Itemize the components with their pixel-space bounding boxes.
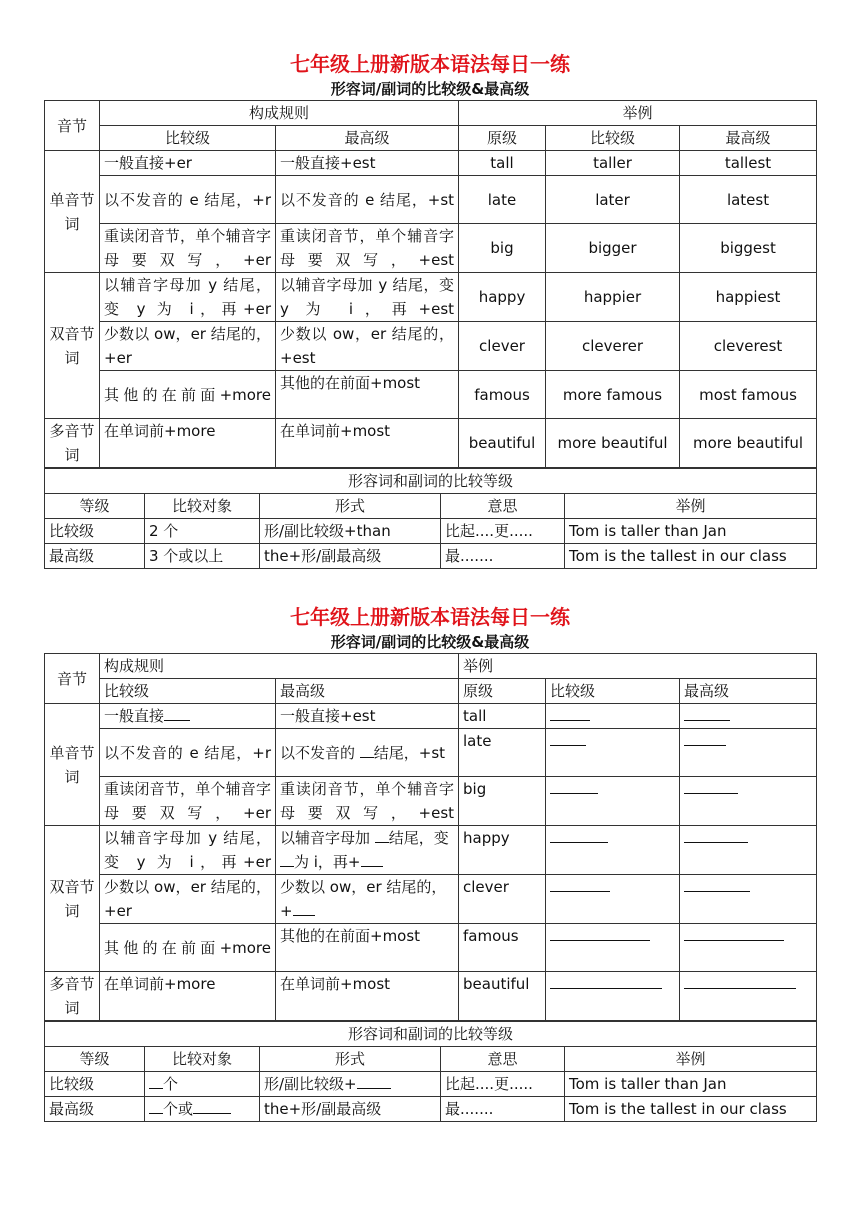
base-word: happy xyxy=(459,826,546,875)
header-superlative: 最高级 xyxy=(276,679,459,704)
header-ex-superlative: 最高级 xyxy=(680,679,817,704)
comp-rule: 其他的在前面+more xyxy=(100,924,276,972)
header-ex-comparative: 比较级 xyxy=(546,679,680,704)
superlative-answer xyxy=(680,924,817,972)
sup-rule: 在单词前+most xyxy=(276,419,459,468)
blank-input[interactable] xyxy=(684,777,738,794)
comparative-answer xyxy=(546,704,680,729)
compare-table xyxy=(44,468,817,569)
header-syllable: 音节 xyxy=(45,654,100,704)
header-ex-comparative: 比较级 xyxy=(546,126,680,151)
group-single-syllable: 单音节词 xyxy=(45,704,100,826)
superlative-word: tallest xyxy=(680,151,817,176)
base-word: tall xyxy=(459,704,546,729)
header-syllable: 音节 xyxy=(45,101,100,151)
compare-meaning: 最....... xyxy=(441,544,565,569)
compare-header-example: 举例 xyxy=(565,494,817,519)
page-subtitle: 形容词/副词的比较级&最高级 xyxy=(330,80,530,98)
compare-header-form: 形式 xyxy=(260,494,441,519)
base-word: big xyxy=(459,224,546,273)
compare-meaning: 最....... xyxy=(441,1097,565,1122)
comparative-answer xyxy=(546,924,680,972)
compare-example: Tom is taller than Jan xyxy=(565,519,817,544)
base-word: beautiful xyxy=(459,419,546,468)
blank-input[interactable] xyxy=(550,924,650,941)
blank-input[interactable] xyxy=(550,704,590,721)
compare-level: 比较级 xyxy=(45,1072,145,1097)
compare-header-example: 举例 xyxy=(565,1047,817,1072)
group-multi-syllable: 多音节词 xyxy=(45,972,100,1021)
comparative-answer xyxy=(546,777,680,826)
header-comparative: 比较级 xyxy=(100,679,276,704)
comp-rule: 其他的在前面+more xyxy=(100,371,276,419)
header-base: 原级 xyxy=(459,126,546,151)
comparative-word: cleverer xyxy=(546,322,680,371)
page-subtitle: 形容词/副词的比较级&最高级 xyxy=(330,633,530,651)
comparative-answer xyxy=(546,729,680,777)
page-title: 七年级上册新版本语法每日一练 xyxy=(290,52,570,76)
compare-table xyxy=(44,1021,817,1122)
blank-input[interactable] xyxy=(280,850,294,867)
group-double-syllable: 双音节词 xyxy=(45,273,100,419)
comp-rule: 以辅音字母加 y 结尾，变 y 为 i，再+er xyxy=(100,273,276,322)
blank-input[interactable] xyxy=(550,972,662,989)
blank-input[interactable] xyxy=(550,826,608,843)
comp-rule: 一般直接+er xyxy=(100,151,276,176)
group-single-syllable: 单音节词 xyxy=(45,151,100,273)
compare-target: 个 xyxy=(145,1072,260,1097)
comp-rule: 少数以 ow，er 结尾的，+er xyxy=(100,875,276,924)
rules-table xyxy=(44,653,817,1021)
base-word: late xyxy=(459,729,546,777)
superlative-word: biggest xyxy=(680,224,817,273)
comparative-answer xyxy=(546,875,680,924)
sup-rule: 以辅音字母加 y 结尾，变 y 为 i，再+est xyxy=(276,273,459,322)
compare-level: 最高级 xyxy=(45,544,145,569)
base-word: beautiful xyxy=(459,972,546,1021)
base-word: clever xyxy=(459,875,546,924)
base-word: tall xyxy=(459,151,546,176)
sup-rule: 少数以 ow，er 结尾的，+ xyxy=(276,875,459,924)
compare-level: 比较级 xyxy=(45,519,145,544)
comp-rule: 以不发音的 e 结尾，+r xyxy=(100,176,276,224)
compare-example: Tom is the tallest in our class xyxy=(565,1097,817,1122)
blank-input[interactable] xyxy=(375,826,389,843)
base-word: famous xyxy=(459,371,546,419)
worksheet-answer-key xyxy=(44,50,816,569)
compare-form: the+形/副最高级 xyxy=(260,1097,441,1122)
header-rules: 构成规则 xyxy=(100,101,459,126)
header-superlative: 最高级 xyxy=(276,126,459,151)
comp-rule: 在单词前+more xyxy=(100,419,276,468)
superlative-answer xyxy=(680,729,817,777)
superlative-answer xyxy=(680,704,817,729)
sup-rule: 一般直接+est xyxy=(276,704,459,729)
comp-rule: 重读闭音节，单个辅音字母要双写，+er xyxy=(100,224,276,273)
group-multi-syllable: 多音节词 xyxy=(45,419,100,468)
compare-form: 形/副比较级+ xyxy=(260,1072,441,1097)
compare-target: 个或 xyxy=(145,1097,260,1122)
comp-rule: 少数以 ow，er 结尾的，+er xyxy=(100,322,276,371)
superlative-word: more beautiful xyxy=(680,419,817,468)
comp-rule: 以辅音字母加 y 结尾，变 y 为 i，再+er xyxy=(100,826,276,875)
worksheet-exercise xyxy=(44,603,816,1122)
blank-input[interactable] xyxy=(193,1097,231,1114)
superlative-answer xyxy=(680,972,817,1021)
superlative-answer xyxy=(680,777,817,826)
compare-header-meaning: 意思 xyxy=(441,494,565,519)
header-base: 原级 xyxy=(459,679,546,704)
compare-meaning: 比起....更..... xyxy=(441,1072,565,1097)
blank-input[interactable] xyxy=(149,1072,163,1089)
blank-input[interactable] xyxy=(164,704,190,721)
compare-target: 2 个 xyxy=(145,519,260,544)
blank-input[interactable] xyxy=(550,729,586,746)
superlative-word: most famous xyxy=(680,371,817,419)
superlative-word: latest xyxy=(680,176,817,224)
compare-form: the+形/副最高级 xyxy=(260,544,441,569)
blank-input[interactable] xyxy=(550,875,610,892)
sup-rule: 以不发音的 结尾，+st xyxy=(276,729,459,777)
sup-rule: 重读闭音节，单个辅音字母要双写，+est xyxy=(276,777,459,826)
sup-rule: 其他的在前面+most xyxy=(276,371,459,419)
compare-header-level: 等级 xyxy=(45,494,145,519)
compare-target: 3 个或以上 xyxy=(145,544,260,569)
base-word: big xyxy=(459,777,546,826)
compare-form: 形/副比较级+than xyxy=(260,519,441,544)
blank-input[interactable] xyxy=(684,875,750,892)
base-word: late xyxy=(459,176,546,224)
blank-input[interactable] xyxy=(293,899,315,916)
blank-input[interactable] xyxy=(149,1097,163,1114)
blank-input[interactable] xyxy=(684,924,784,941)
base-word: famous xyxy=(459,924,546,972)
compare-example: Tom is taller than Jan xyxy=(565,1072,817,1097)
blank-input[interactable] xyxy=(684,972,796,989)
sup-rule: 其他的在前面+most xyxy=(276,924,459,972)
blank-input[interactable] xyxy=(360,741,374,758)
superlative-answer xyxy=(680,826,817,875)
compare-header-level: 等级 xyxy=(45,1047,145,1072)
superlative-word: happiest xyxy=(680,273,817,322)
blank-input[interactable] xyxy=(357,1072,391,1089)
compare-header-form: 形式 xyxy=(260,1047,441,1072)
comparative-word: taller xyxy=(546,151,680,176)
sup-rule: 以不发音的 e 结尾，+st xyxy=(276,176,459,224)
sup-rule: 以辅音字母加 结尾，变 为 i，再+ xyxy=(276,826,459,875)
base-word: clever xyxy=(459,322,546,371)
blank-input[interactable] xyxy=(361,850,383,867)
compare-title: 形容词和副词的比较等级 xyxy=(45,1022,817,1047)
header-rules: 构成规则 xyxy=(100,654,459,679)
rules-table xyxy=(44,100,817,468)
comp-rule: 在单词前+more xyxy=(100,972,276,1021)
blank-input[interactable] xyxy=(684,826,748,843)
header-examples: 举例 xyxy=(459,654,817,679)
superlative-word: cleverest xyxy=(680,322,817,371)
comparative-word: more beautiful xyxy=(546,419,680,468)
blank-input[interactable] xyxy=(684,704,730,721)
comp-rule: 一般直接 xyxy=(100,704,276,729)
comp-rule: 重读闭音节，单个辅音字母要双写，+er xyxy=(100,777,276,826)
page-title: 七年级上册新版本语法每日一练 xyxy=(290,605,570,629)
header-examples: 举例 xyxy=(459,101,817,126)
compare-level: 最高级 xyxy=(45,1097,145,1122)
sup-rule: 一般直接+est xyxy=(276,151,459,176)
group-double-syllable: 双音节词 xyxy=(45,826,100,972)
comparative-word: bigger xyxy=(546,224,680,273)
compare-header-target: 比较对象 xyxy=(145,1047,260,1072)
sup-rule: 在单词前+most xyxy=(276,972,459,1021)
comparative-answer xyxy=(546,826,680,875)
comparative-word: more famous xyxy=(546,371,680,419)
blank-input[interactable] xyxy=(550,777,598,794)
sup-rule: 少数以 ow，er 结尾的，+est xyxy=(276,322,459,371)
compare-header-meaning: 意思 xyxy=(441,1047,565,1072)
base-word: happy xyxy=(459,273,546,322)
comp-rule: 以不发音的 e 结尾，+r xyxy=(100,729,276,777)
header-ex-superlative: 最高级 xyxy=(680,126,817,151)
comparative-word: later xyxy=(546,176,680,224)
comparative-word: happier xyxy=(546,273,680,322)
comparative-answer xyxy=(546,972,680,1021)
compare-example: Tom is the tallest in our class xyxy=(565,544,817,569)
header-comparative: 比较级 xyxy=(100,126,276,151)
compare-title: 形容词和副词的比较等级 xyxy=(45,469,817,494)
superlative-answer xyxy=(680,875,817,924)
blank-input[interactable] xyxy=(684,729,726,746)
compare-meaning: 比起....更..... xyxy=(441,519,565,544)
compare-header-target: 比较对象 xyxy=(145,494,260,519)
sup-rule: 重读闭音节，单个辅音字母要双写，+est xyxy=(276,224,459,273)
